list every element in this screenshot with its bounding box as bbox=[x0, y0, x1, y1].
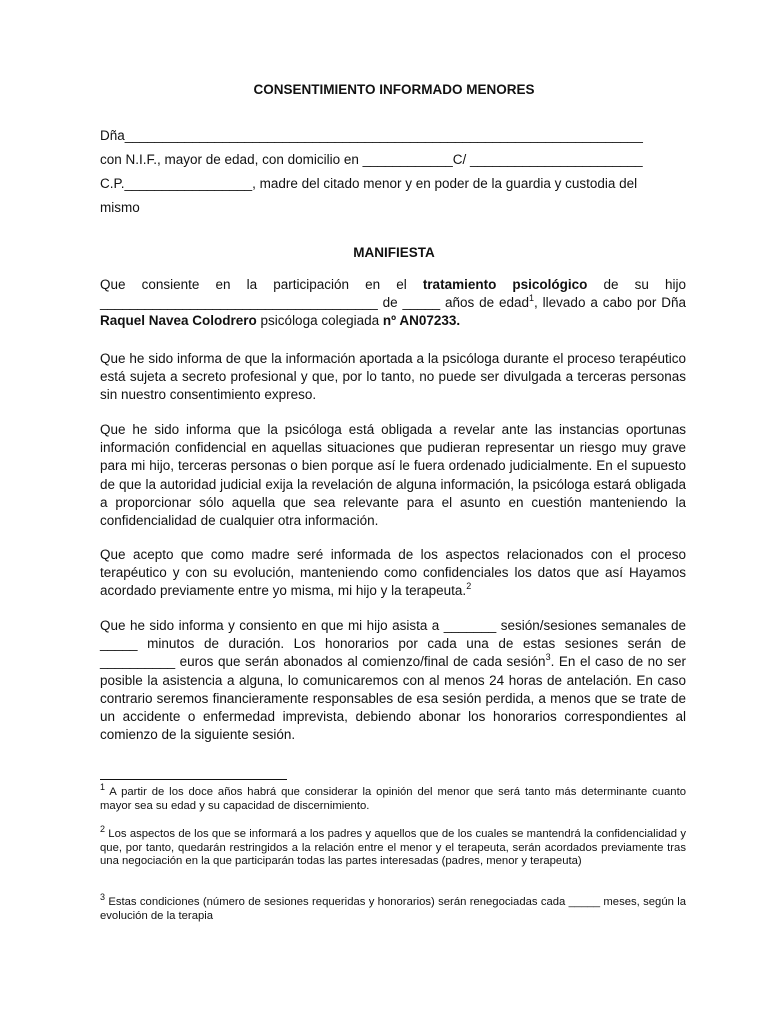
license-number: nº AN07233. bbox=[382, 313, 461, 329]
header-line-cp: C.P._________________, madre del citado menor y en poder de la guardia y custodia del bbox=[100, 176, 638, 191]
header-line-name: Dña_____________________________________________________________________ bbox=[100, 128, 643, 143]
manifiesta-heading: MANIFIESTA bbox=[353, 245, 435, 260]
paragraph-secrecy: Que he sido informa de que la información aportada a la psicóloga durante el proceso terapéutico está sujeta a secreto profesional y que, por lo tanto, no puede ser divulgada a terceras personas sin nuestro consentimiento expreso. bbox=[100, 351, 686, 403]
footnote-3 bbox=[100, 892, 686, 923]
header-line-mismo: mismo bbox=[100, 200, 140, 215]
paragraph-consent bbox=[100, 276, 686, 331]
document-title: CONSENTIMIENTO INFORMADO MENORES bbox=[253, 82, 535, 97]
footnote-divider bbox=[100, 779, 287, 780]
footnote-number: 2 bbox=[100, 824, 106, 834]
paragraph-sessions-text: . En el caso de no ser posible la asistencia a alguna, lo comunicaremos con al menos 24 horas de antelación. En caso contrario seremos financieramente responsables de esa sesión perdida, a menos que se trate de un accidente o enfermedad imprevista, debiendo abonar los honorarios correspondientes al comienzo de la siguiente sesión. bbox=[100, 654, 687, 743]
footnote-text: A partir de los doce años habrá que considerar la opinión del menor que será tanto más determinante cuanto mayor sea su edad y su capacidad de discernimiento. bbox=[100, 786, 686, 812]
footnote-number: 1 bbox=[100, 782, 106, 792]
paragraph-sessions-text: Que he sido informa y consiento en que mi hijo asista a _______ sesión/sesiones semanales de _____ minutos de duración. Los honorarios por cada una de estas sesiones serán de __________ euros que serán abonados al comienzo/final de cada sesión bbox=[100, 618, 686, 670]
footnote-2 bbox=[100, 824, 686, 869]
paragraph-disclosure: Que he sido informa que la psicóloga está obligada a revelar ante las instancias oportunas información confidencial en aquellas situaciones que pudieran representar un riesgo muy grave para mi hijo, terceras personas o bien porque así le fuera ordenado judicialmente. En el supuesto de que la autoridad judicial exija la revelación de alguna información, la psicóloga estará obligada a proporcionar sólo aquella que sea relevante para el asunto en cuestión manteniendo la confidencialidad de cualquier otra información. bbox=[100, 422, 686, 529]
psychologist-name: Raquel Navea Colodrero bbox=[100, 313, 257, 329]
treatment-label: tratamiento psicológico bbox=[422, 277, 588, 292]
paragraph-consent-text: de su hijo _____________________________________ de _____ años de edad bbox=[100, 277, 687, 311]
footnote-number: 3 bbox=[100, 892, 106, 902]
paragraph-consent-text: , llevado a cabo por Dña bbox=[534, 295, 686, 311]
header-line-nif: con N.I.F., mayor de edad, con domicilio en ____________C/ _______________________ bbox=[100, 152, 643, 167]
footnote-ref-1: 1 bbox=[529, 293, 535, 304]
footnote-text: Los aspectos de los que se informará a los padres y aquellos que de los cuales se mantendrá la confidencialidad y que, por tanto, quedarán restringidos a la relación entre el menor y el terapeuta, serán acordados previamente tras una negociación en la que participarán todas las partes interesadas (padres, menor y terapeuta) bbox=[100, 828, 686, 867]
footnote-ref-3: 3 bbox=[545, 652, 551, 663]
paragraph-sessions bbox=[100, 617, 686, 744]
footnote-ref-2: 2 bbox=[466, 581, 472, 592]
footnote-1 bbox=[100, 782, 686, 813]
paragraph-consent-text: Que consiente en la participación en el bbox=[100, 277, 423, 292]
paragraph-information bbox=[100, 546, 686, 601]
footnote-text: Estas condiciones (número de sesiones requeridas y honorarios) serán renegociadas cada _____ meses, según la evolución de la terapia bbox=[100, 896, 686, 922]
paragraph-consent-text: psicóloga colegiada bbox=[256, 313, 383, 329]
paragraph-information-text: Que acepto que como madre seré informada de los aspectos relacionados con el proceso terapéutico y con su evolución, manteniendo como confidenciales los datos que así Hayamos acordado previamente entre yo misma, mi hijo y la terapeuta. bbox=[100, 547, 686, 599]
